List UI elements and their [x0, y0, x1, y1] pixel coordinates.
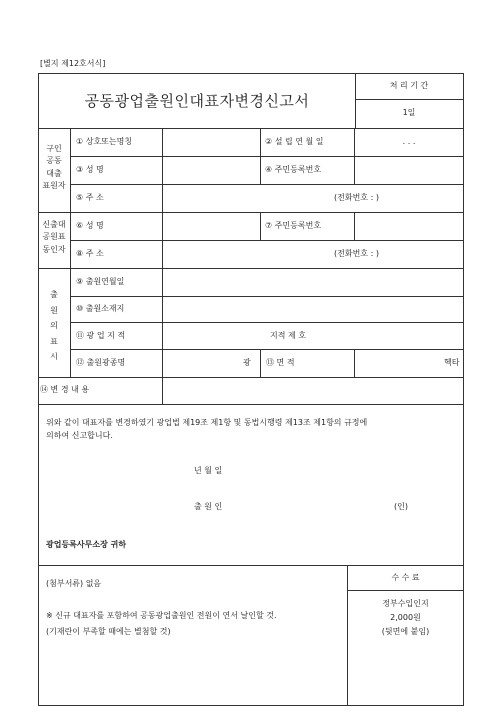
- declaration-text-line2: 의하여 신고합니다.: [46, 431, 113, 440]
- footer-note-1: ※ 신규 대표자를 포함하여 공동광업출원인 전원이 연서 날인할 것.: [46, 611, 277, 620]
- fee-label: 수 수 료: [391, 573, 420, 582]
- field-new-name-input[interactable]: [163, 213, 259, 239]
- declaration-addressee: 광업등록사무소장 귀하: [46, 540, 127, 549]
- field-application-date-input[interactable]: [163, 269, 462, 295]
- footer-attachments: (첨부서류) 없음: [46, 579, 102, 588]
- field-change-details-label: ⑭ 변 경 내 용: [40, 385, 90, 394]
- fee-amount: 2,000원: [390, 613, 421, 622]
- field-mineral-type-unit: 광: [243, 358, 251, 367]
- field-old-name-label: ③ 성 명: [76, 165, 104, 174]
- fee-stamp-type: 정부수입인지: [382, 599, 429, 608]
- declaration-date[interactable]: 년 월 일: [194, 466, 223, 475]
- fee-note: (뒷면에 붙임): [381, 627, 430, 636]
- section-new-label: 신출대 공원표 동인자: [42, 220, 66, 254]
- processing-value: 1일: [402, 108, 416, 117]
- field-area-label: ⑬ 면 적: [266, 358, 295, 367]
- field-new-name-label: ⑥ 성 명: [76, 221, 104, 230]
- field-new-address-label: ⑧ 주 소: [76, 249, 104, 258]
- field-mining-registry-number[interactable]: 지적 제 호: [270, 331, 306, 340]
- field-new-id-input[interactable]: [355, 213, 462, 239]
- field-application-location-label: ⑩ 출원소재지: [76, 304, 125, 313]
- field-old-phone[interactable]: (전화번호 : ): [334, 193, 379, 202]
- form-title: 공동광업출원인대표자변경신고서: [84, 92, 310, 110]
- field-mineral-type-label: ⑫ 출원광종명: [76, 358, 126, 367]
- form-number: [별지 제12호서식]: [40, 59, 106, 68]
- field-change-details-input[interactable]: [163, 378, 462, 403]
- field-application-date-label: ⑨ 출원연월일: [76, 277, 125, 286]
- declaration-applicant-label: 출 원 인: [194, 502, 223, 511]
- declaration-text-line1: 위와 같이 대표자를 변경하였기 광업법 제19조 제1항 및 동법시행령 제13조 제1항의 규정에: [46, 418, 368, 427]
- field-established-date-value[interactable]: . . .: [402, 137, 416, 146]
- field-application-location-input[interactable]: [163, 297, 462, 321]
- field-new-phone[interactable]: (전화번호 : ): [334, 249, 379, 258]
- field-old-address-label: ⑤ 주 소: [76, 193, 104, 202]
- field-new-id-label: ⑦ 주민등록번호: [265, 221, 322, 230]
- field-company-name-label: ① 상호또는명칭: [76, 137, 133, 146]
- field-old-id-input[interactable]: [355, 157, 462, 183]
- processing-label: 처 리 기 간: [389, 81, 429, 90]
- field-mining-registry-label: ⑪ 광 업 지 적: [76, 331, 126, 340]
- section-old-label: 구인 공동 대출 표원자: [42, 144, 66, 191]
- declaration-seal: (인): [394, 502, 408, 511]
- field-company-name-input[interactable]: [163, 129, 259, 155]
- field-established-date-label: ② 설 립 연 월 일: [265, 137, 324, 146]
- field-old-name-input[interactable]: [163, 157, 259, 183]
- field-area-unit: 헥타: [444, 358, 460, 367]
- field-old-id-label: ④ 주민등록번호: [265, 165, 322, 174]
- footer-note-2: (기재란이 부족할 때에는 별첨할 것): [46, 627, 171, 636]
- section-application-label: 출 원 의 표 시: [50, 290, 58, 362]
